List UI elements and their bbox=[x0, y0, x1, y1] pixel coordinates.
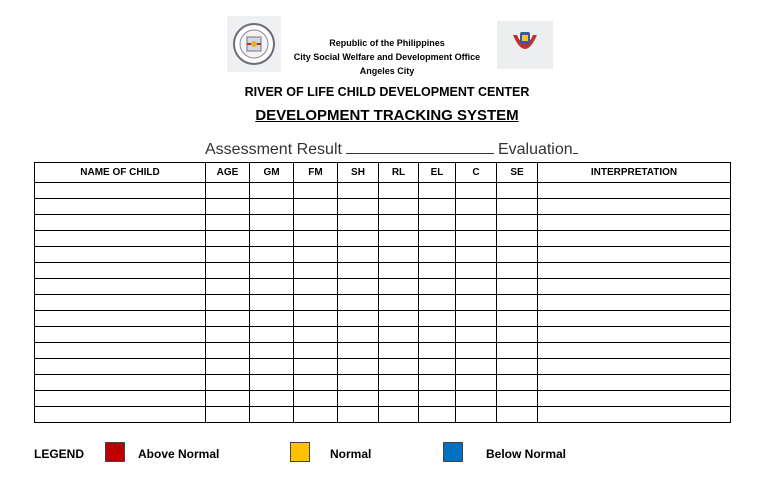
table-cell[interactable] bbox=[456, 391, 497, 407]
table-cell[interactable] bbox=[456, 407, 497, 423]
col-age: AGE bbox=[206, 163, 250, 183]
table-cell[interactable] bbox=[379, 359, 419, 375]
table-cell[interactable] bbox=[250, 327, 294, 343]
table-cell[interactable] bbox=[206, 391, 250, 407]
legend-swatch-normal bbox=[290, 442, 310, 462]
table-cell[interactable] bbox=[35, 215, 206, 231]
table-cell[interactable] bbox=[294, 215, 338, 231]
table-cell[interactable] bbox=[35, 263, 206, 279]
table-cell[interactable] bbox=[456, 247, 497, 263]
table-cell[interactable] bbox=[206, 359, 250, 375]
table-cell[interactable] bbox=[419, 263, 456, 279]
table-cell[interactable] bbox=[419, 215, 456, 231]
table-cell[interactable] bbox=[35, 343, 206, 359]
table-cell[interactable] bbox=[379, 279, 419, 295]
table-row bbox=[35, 359, 731, 375]
table-cell[interactable] bbox=[338, 327, 379, 343]
table-cell[interactable] bbox=[250, 311, 294, 327]
table-cell[interactable] bbox=[419, 407, 456, 423]
table-row bbox=[35, 215, 731, 231]
table-cell[interactable] bbox=[294, 407, 338, 423]
assessment-result-blank[interactable] bbox=[346, 139, 494, 154]
table-cell[interactable] bbox=[538, 183, 731, 199]
table-cell[interactable] bbox=[497, 343, 538, 359]
assessment-label: Assessment Result bbox=[205, 141, 342, 158]
table-cell[interactable] bbox=[419, 199, 456, 215]
table-cell[interactable] bbox=[379, 327, 419, 343]
col-el: EL bbox=[419, 163, 456, 183]
table-cell[interactable] bbox=[35, 279, 206, 295]
table-cell[interactable] bbox=[206, 343, 250, 359]
col-rl: RL bbox=[379, 163, 419, 183]
table-cell[interactable] bbox=[35, 359, 206, 375]
table-cell[interactable] bbox=[338, 247, 379, 263]
table-cell[interactable] bbox=[497, 391, 538, 407]
table-cell[interactable] bbox=[338, 215, 379, 231]
col-fm: FM bbox=[294, 163, 338, 183]
col-se: SE bbox=[497, 163, 538, 183]
table-cell[interactable] bbox=[206, 375, 250, 391]
table-cell[interactable] bbox=[35, 391, 206, 407]
legend-swatch-above-normal bbox=[105, 442, 125, 462]
table-cell[interactable] bbox=[379, 311, 419, 327]
table-row bbox=[35, 247, 731, 263]
legend-label: LEGEND bbox=[34, 447, 85, 461]
table-body bbox=[35, 183, 731, 423]
table-cell[interactable] bbox=[294, 279, 338, 295]
table-cell[interactable] bbox=[497, 295, 538, 311]
table-cell[interactable] bbox=[206, 327, 250, 343]
table-cell[interactable] bbox=[206, 247, 250, 263]
col-sh: SH bbox=[338, 163, 379, 183]
col-gm: GM bbox=[250, 163, 294, 183]
table-cell[interactable] bbox=[456, 295, 497, 311]
table-cell[interactable] bbox=[206, 279, 250, 295]
table-cell[interactable] bbox=[419, 359, 456, 375]
table-cell[interactable] bbox=[497, 183, 538, 199]
table-row bbox=[35, 231, 731, 247]
table-cell[interactable] bbox=[250, 375, 294, 391]
table-cell[interactable] bbox=[379, 407, 419, 423]
table-cell[interactable] bbox=[379, 199, 419, 215]
evaluation-label: Evaluation bbox=[497, 141, 573, 158]
table-cell[interactable] bbox=[250, 343, 294, 359]
table-cell[interactable] bbox=[497, 263, 538, 279]
table-cell[interactable] bbox=[294, 359, 338, 375]
table-row bbox=[35, 279, 731, 295]
table-cell[interactable] bbox=[538, 231, 731, 247]
table-cell[interactable] bbox=[294, 327, 338, 343]
city-heading: Angeles City bbox=[359, 66, 415, 76]
legend-label-below-normal: Below Normal bbox=[486, 447, 567, 461]
table-cell[interactable] bbox=[379, 231, 419, 247]
table-row bbox=[35, 407, 731, 423]
legend-label-normal: Normal bbox=[330, 447, 372, 461]
table-cell[interactable] bbox=[35, 183, 206, 199]
table-cell[interactable] bbox=[379, 263, 419, 279]
office-heading: City Social Welfare and Development Office bbox=[293, 52, 481, 62]
table-cell[interactable] bbox=[294, 263, 338, 279]
table-cell[interactable] bbox=[538, 375, 731, 391]
table-cell[interactable] bbox=[250, 279, 294, 295]
table-cell[interactable] bbox=[497, 247, 538, 263]
table-row bbox=[35, 343, 731, 359]
table-cell[interactable] bbox=[206, 407, 250, 423]
table-cell[interactable] bbox=[456, 263, 497, 279]
table-cell[interactable] bbox=[497, 199, 538, 215]
table-cell[interactable] bbox=[294, 183, 338, 199]
table-header-row bbox=[35, 163, 731, 183]
table-cell[interactable] bbox=[206, 311, 250, 327]
table-cell[interactable] bbox=[538, 311, 731, 327]
table-cell[interactable] bbox=[250, 295, 294, 311]
table-cell[interactable] bbox=[294, 311, 338, 327]
table-cell[interactable] bbox=[419, 279, 456, 295]
table-row bbox=[35, 183, 731, 199]
table-cell[interactable] bbox=[294, 375, 338, 391]
table-cell[interactable] bbox=[419, 295, 456, 311]
table-cell[interactable] bbox=[497, 359, 538, 375]
table-cell[interactable] bbox=[419, 391, 456, 407]
table-cell[interactable] bbox=[538, 215, 731, 231]
table-row bbox=[35, 311, 731, 327]
table-cell[interactable] bbox=[35, 327, 206, 343]
table-cell[interactable] bbox=[456, 183, 497, 199]
table-cell[interactable] bbox=[250, 247, 294, 263]
table-cell[interactable] bbox=[456, 231, 497, 247]
table-cell[interactable] bbox=[379, 215, 419, 231]
table-cell[interactable] bbox=[338, 311, 379, 327]
table-cell[interactable] bbox=[250, 263, 294, 279]
tracking-table bbox=[34, 162, 731, 423]
table-cell[interactable] bbox=[338, 295, 379, 311]
table-cell[interactable] bbox=[379, 247, 419, 263]
table-cell[interactable] bbox=[419, 231, 456, 247]
table-cell[interactable] bbox=[294, 247, 338, 263]
table-cell[interactable] bbox=[338, 199, 379, 215]
table-cell[interactable] bbox=[338, 263, 379, 279]
table-cell[interactable] bbox=[35, 199, 206, 215]
table-cell[interactable] bbox=[538, 295, 731, 311]
table-cell[interactable] bbox=[538, 343, 731, 359]
table-cell[interactable] bbox=[419, 183, 456, 199]
table-cell[interactable] bbox=[419, 311, 456, 327]
table-row bbox=[35, 199, 731, 215]
table-cell[interactable] bbox=[379, 183, 419, 199]
table-cell[interactable] bbox=[338, 231, 379, 247]
table-cell[interactable] bbox=[35, 311, 206, 327]
table-cell[interactable] bbox=[338, 183, 379, 199]
table-cell[interactable] bbox=[419, 343, 456, 359]
table-row bbox=[35, 327, 731, 343]
table-cell[interactable] bbox=[456, 199, 497, 215]
table-cell[interactable] bbox=[538, 263, 731, 279]
table-row bbox=[35, 375, 731, 391]
table-cell[interactable] bbox=[294, 391, 338, 407]
table-cell[interactable] bbox=[250, 231, 294, 247]
legend-label-above-normal: Above Normal bbox=[138, 447, 220, 461]
evaluation-blank[interactable] bbox=[573, 139, 578, 154]
table-cell[interactable] bbox=[35, 247, 206, 263]
table-cell[interactable] bbox=[206, 263, 250, 279]
table-cell[interactable] bbox=[35, 375, 206, 391]
col-name-of-child: NAME OF CHILD bbox=[35, 163, 206, 183]
table-row bbox=[35, 295, 731, 311]
table-cell[interactable] bbox=[538, 247, 731, 263]
table-cell[interactable] bbox=[338, 343, 379, 359]
table-cell[interactable] bbox=[250, 215, 294, 231]
table-cell[interactable] bbox=[419, 375, 456, 391]
table-cell[interactable] bbox=[338, 375, 379, 391]
legend-swatch-below-normal bbox=[443, 442, 463, 462]
table-cell[interactable] bbox=[538, 327, 731, 343]
table-cell[interactable] bbox=[206, 199, 250, 215]
table-cell[interactable] bbox=[456, 215, 497, 231]
table-cell[interactable] bbox=[538, 359, 731, 375]
table-cell[interactable] bbox=[538, 279, 731, 295]
center-name: RIVER OF LIFE CHILD DEVELOPMENT CENTER bbox=[244, 85, 530, 99]
col-interpretation: INTERPRETATION bbox=[538, 163, 731, 183]
assessment-line bbox=[205, 139, 578, 159]
table-cell[interactable] bbox=[419, 327, 456, 343]
table-cell[interactable] bbox=[35, 295, 206, 311]
table-cell[interactable] bbox=[456, 311, 497, 327]
table-cell[interactable] bbox=[538, 407, 731, 423]
table-cell[interactable] bbox=[497, 327, 538, 343]
table-cell[interactable] bbox=[294, 343, 338, 359]
table-cell[interactable] bbox=[206, 231, 250, 247]
table-cell[interactable] bbox=[497, 311, 538, 327]
legend bbox=[34, 442, 734, 466]
table-cell[interactable] bbox=[456, 327, 497, 343]
republic-heading: Republic of the Philippines bbox=[329, 38, 445, 48]
table-cell[interactable] bbox=[379, 375, 419, 391]
table-cell[interactable] bbox=[456, 375, 497, 391]
table-cell[interactable] bbox=[294, 231, 338, 247]
table-cell[interactable] bbox=[497, 279, 538, 295]
table-row bbox=[35, 391, 731, 407]
table-cell[interactable] bbox=[35, 231, 206, 247]
table-cell[interactable] bbox=[294, 199, 338, 215]
table-cell[interactable] bbox=[206, 183, 250, 199]
table-cell[interactable] bbox=[497, 375, 538, 391]
table-cell[interactable] bbox=[379, 391, 419, 407]
table-cell[interactable] bbox=[456, 359, 497, 375]
table-cell[interactable] bbox=[419, 247, 456, 263]
table-cell[interactable] bbox=[338, 359, 379, 375]
table-cell[interactable] bbox=[250, 391, 294, 407]
table-cell[interactable] bbox=[538, 199, 731, 215]
table-cell[interactable] bbox=[250, 359, 294, 375]
table-cell[interactable] bbox=[497, 231, 538, 247]
table-cell[interactable] bbox=[250, 407, 294, 423]
table-cell[interactable] bbox=[497, 407, 538, 423]
table-cell[interactable] bbox=[379, 295, 419, 311]
table-cell[interactable] bbox=[206, 295, 250, 311]
table-cell[interactable] bbox=[250, 199, 294, 215]
table-cell[interactable] bbox=[338, 407, 379, 423]
table-cell[interactable] bbox=[379, 343, 419, 359]
table-cell[interactable] bbox=[250, 183, 294, 199]
table-row bbox=[35, 263, 731, 279]
table-cell[interactable] bbox=[206, 215, 250, 231]
col-c: C bbox=[456, 163, 497, 183]
table-cell[interactable] bbox=[294, 295, 338, 311]
page-title: DEVELOPMENT TRACKING SYSTEM bbox=[255, 107, 519, 124]
table-cell[interactable] bbox=[338, 391, 379, 407]
table-cell[interactable] bbox=[538, 391, 731, 407]
table-cell[interactable] bbox=[456, 343, 497, 359]
table-cell[interactable] bbox=[456, 279, 497, 295]
table-cell[interactable] bbox=[497, 215, 538, 231]
table-cell[interactable] bbox=[35, 407, 206, 423]
table-cell[interactable] bbox=[338, 279, 379, 295]
